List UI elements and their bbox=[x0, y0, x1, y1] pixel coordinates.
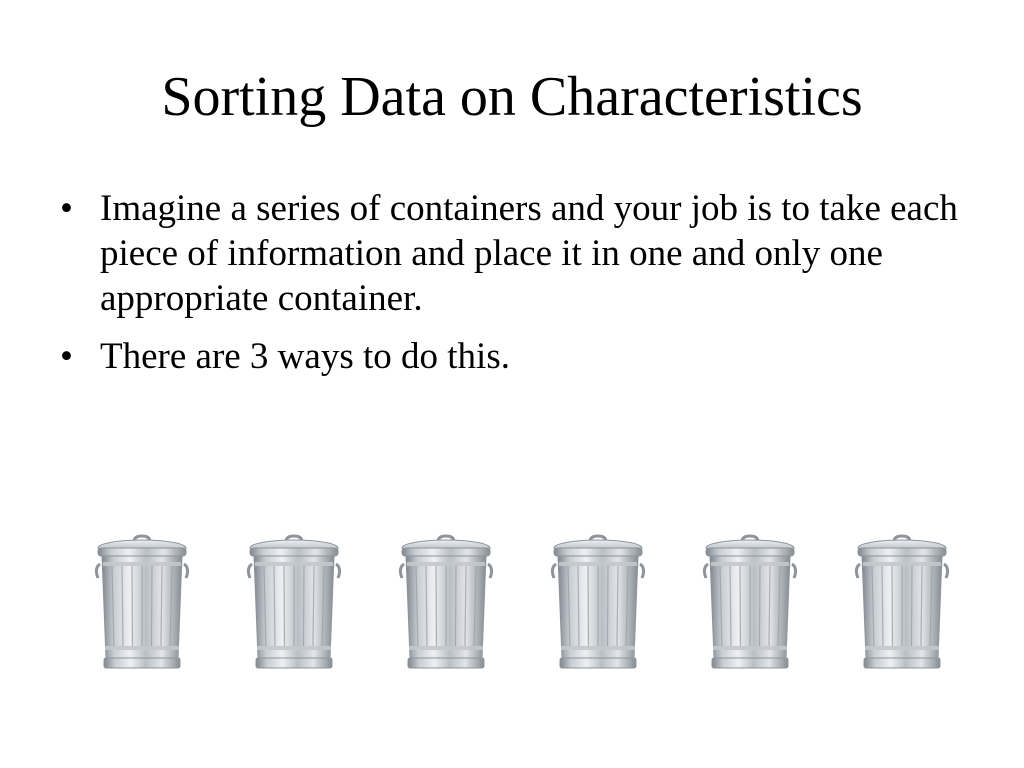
slide-title: Sorting Data on Characteristics bbox=[161, 66, 863, 128]
bullet-marker: • bbox=[60, 336, 73, 377]
trash-can-icon bbox=[854, 534, 950, 672]
trash-can-icon bbox=[550, 534, 646, 672]
bullet-text: Imagine a series of containers and your job is to take each piece of information and place it in one and only one appropriate container. bbox=[100, 188, 958, 319]
bullet-text: There are 3 ways to do this. bbox=[100, 336, 510, 377]
trash-can-icon bbox=[702, 534, 798, 672]
trash-can-icon bbox=[94, 534, 190, 672]
bullet-list bbox=[58, 186, 958, 392]
bullet-item bbox=[58, 334, 958, 379]
trash-can-icon bbox=[246, 534, 342, 672]
bullet-item bbox=[58, 186, 958, 321]
trash-can-row bbox=[0, 534, 1024, 674]
trash-can-icon bbox=[398, 534, 494, 672]
bullet-marker: • bbox=[60, 188, 73, 229]
